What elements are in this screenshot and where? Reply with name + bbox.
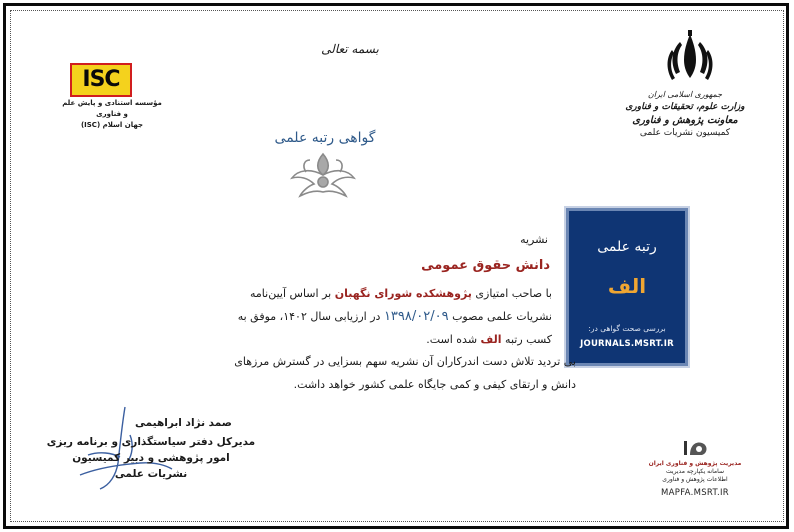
- gov-line-deputy: معاونت پژوهش و فناوری: [632, 115, 738, 126]
- mapfa-line-3: اطلاعات پژوهش و فناوری: [662, 476, 728, 483]
- badge-url-link[interactable]: JOURNALS.MSRT.IR: [580, 339, 674, 349]
- badge-grade: الف: [607, 274, 647, 298]
- certificate-paragraph-1: [232, 282, 552, 351]
- isc-logo-text: ISC: [82, 67, 120, 92]
- mapfa-caption: [640, 460, 750, 484]
- approval-date: ۱۳۹۸/۰۲/۰۹: [383, 309, 449, 324]
- journal-label: نشریه: [520, 233, 548, 246]
- iran-emblem-icon: [660, 28, 720, 88]
- isc-caption: [60, 98, 164, 131]
- gov-line-country: جمهوری اسلامی ایران: [647, 90, 723, 99]
- badge-title: رتبه علمی: [597, 239, 657, 255]
- journal-name: دانش حقوق عمومی: [421, 258, 550, 273]
- isc-logo: [70, 63, 132, 97]
- gov-line-ministry: وزارت علوم، تحقیقات و فناوری: [625, 102, 745, 112]
- para1-part-c: در ارزیابی سال ۱۴۰۲، موفق به کسب رتبه: [237, 310, 552, 346]
- awarded-grade: الف: [480, 333, 502, 346]
- gov-line-commission: کمیسیون نشریات علمی: [639, 128, 731, 138]
- isc-line-1: مؤسسه استنادی و پایش علم و فناوری: [62, 99, 162, 118]
- government-header: [625, 88, 745, 140]
- para1-part-d: شده است.: [426, 333, 481, 346]
- mapfa-line-2: سامانه یکپارچه مدیریت: [666, 468, 724, 475]
- mapfa-logo: [682, 437, 712, 457]
- ornament-icon: [288, 150, 358, 200]
- signatory-name: صمد نژاد ابراهیمی: [135, 417, 232, 429]
- journal-owner: پژوهشکده شورای نگهبان: [334, 287, 472, 300]
- certificate-title: گواهی رتبه علمی: [274, 130, 376, 146]
- signatory-role-line-2: امور پژوهشی و دبیر کمیسیون: [72, 452, 230, 464]
- grade-badge: [566, 208, 688, 366]
- signatory-role: [40, 434, 262, 482]
- basmala: بسمه تعالی: [321, 42, 379, 56]
- signatory-role-line-1: مدیرکل دفتر سیاستگذاری و برنامه ریزی: [46, 436, 256, 448]
- isc-line-2: جهان اسلام (ISC): [80, 121, 144, 129]
- para1-part-a: با صاحب امتیازی: [471, 287, 552, 300]
- mapfa-url-link[interactable]: MAPFA.MSRT.IR: [661, 488, 729, 498]
- certificate-paragraph-2: بی تردید تلاش دست اندرکاران آن نشریه سهم بسزایی در گسترش مرزهای دانش و ارتقای کیفی و کمی جایگاه علمی کشور خواهد داشت.: [234, 355, 576, 391]
- signatory-role-line-3: نشریات علمی: [114, 468, 188, 480]
- badge-verify-text: بررسی صحت گواهی در:: [588, 324, 666, 333]
- para1-part-b: بر اساس آیین‌نامه نشریات علمی مصوب: [250, 287, 552, 323]
- mapfa-line-1: مدیریت پژوهش و فناوری ایران: [648, 460, 742, 467]
